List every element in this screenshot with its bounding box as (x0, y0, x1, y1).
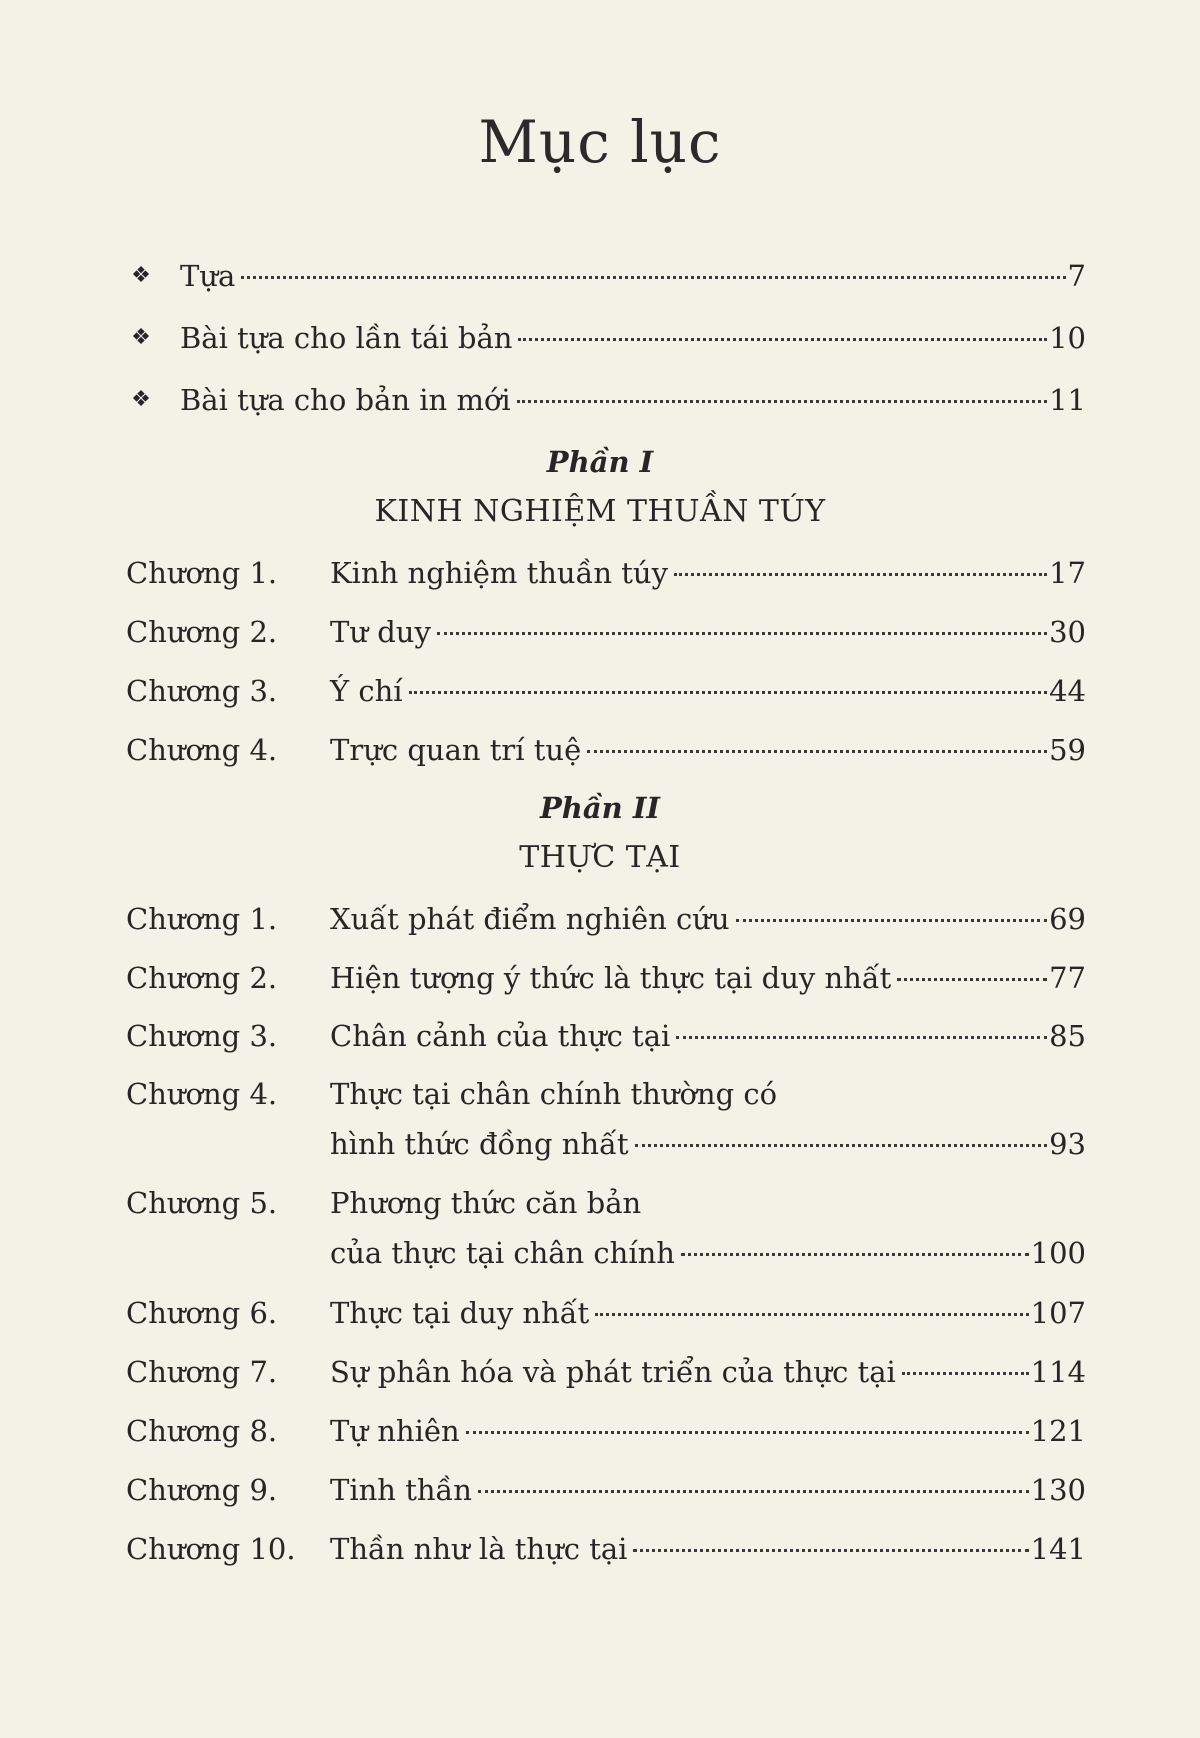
toc-chapter-row (0, 1181, 1200, 1281)
entry-page: 7 (1067, 259, 1086, 293)
chapter-page: 69 (1049, 902, 1086, 936)
toc-chapter-row (0, 1527, 1200, 1571)
entry-page: 10 (1049, 321, 1086, 355)
chapter-title: Tinh thần (330, 1473, 472, 1507)
toc-entry-preface (0, 254, 1200, 298)
dot-leader (635, 1144, 1048, 1147)
chapter-page: 121 (1030, 1414, 1086, 1448)
chapter-number: Chương 5. (126, 1186, 278, 1220)
toc-entry-reprint-preface (0, 316, 1200, 360)
dot-leader (595, 1313, 1028, 1316)
toc-chapter-row (0, 1072, 1200, 1172)
chapter-number: Chương 10. (126, 1532, 296, 1566)
toc-chapter-row (0, 610, 1200, 654)
dot-leader (466, 1431, 1029, 1434)
chapter-page: 141 (1030, 1532, 1086, 1566)
toc-chapter-row (0, 669, 1200, 713)
dot-leader (681, 1253, 1029, 1256)
chapter-title: Tự nhiên (330, 1414, 460, 1448)
dot-leader (409, 691, 1048, 694)
chapter-number: Chương 4. (126, 1077, 278, 1111)
diamond-bullet-icon: ❖ (131, 325, 151, 350)
chapter-number: Chương 3. (126, 1019, 278, 1053)
toc-chapter-row (0, 956, 1200, 1000)
chapter-page: 17 (1049, 556, 1086, 590)
dot-leader (587, 750, 1047, 753)
toc-chapter-row (0, 1409, 1200, 1453)
chapter-number: Chương 9. (126, 1473, 278, 1507)
chapter-number: Chương 3. (126, 674, 278, 708)
chapter-number: Chương 1. (126, 556, 278, 590)
chapter-page: 44 (1049, 674, 1086, 708)
diamond-bullet-icon: ❖ (131, 387, 151, 412)
chapter-title-line2: của thực tại chân chính (330, 1236, 675, 1270)
chapter-title: Thực tại chân chính thường có (330, 1077, 778, 1111)
dot-leader (437, 632, 1047, 635)
chapter-page: 93 (1049, 1127, 1086, 1161)
entry-title: Bài tựa cho lần tái bản (180, 321, 513, 355)
chapter-title: Sự phân hóa và phát triển của thực tại (330, 1355, 896, 1389)
dot-leader (478, 1490, 1029, 1493)
entry-title: Tựa (180, 259, 236, 293)
entry-title: Bài tựa cho bản in mới (180, 383, 511, 417)
toc-chapter-row (0, 897, 1200, 941)
chapter-number: Chương 7. (126, 1355, 278, 1389)
chapter-number: Chương 8. (126, 1414, 278, 1448)
chapter-number: Chương 2. (126, 961, 278, 995)
chapter-page: 30 (1049, 615, 1086, 649)
toc-chapter-row (0, 1468, 1200, 1512)
chapter-title: Kinh nghiệm thuần túy (330, 556, 668, 590)
chapter-title: Thần như là thực tại (330, 1532, 628, 1566)
chapter-number: Chương 1. (126, 902, 278, 936)
dot-leader (241, 276, 1065, 279)
toc-chapter-row (0, 728, 1200, 772)
part-2-title: THỰC TẠI (519, 840, 681, 875)
dot-leader (902, 1372, 1029, 1375)
diamond-bullet-icon: ❖ (131, 263, 151, 288)
chapter-title: Tư duy (330, 615, 431, 649)
chapter-title: Phương thức căn bản (330, 1186, 642, 1220)
chapter-title: Chân cảnh của thực tại (330, 1019, 671, 1053)
toc-chapter-row (0, 1350, 1200, 1394)
chapter-number: Chương 6. (126, 1296, 278, 1330)
chapter-page: 77 (1049, 961, 1086, 995)
chapter-page: 100 (1030, 1236, 1086, 1270)
part-1-title: KINH NGHIỆM THUẦN TÚY (374, 494, 826, 529)
part-1-label: Phần I (546, 445, 654, 479)
dot-leader (897, 978, 1047, 981)
toc-chapter-row (0, 1014, 1200, 1058)
part-2-label: Phần II (540, 791, 660, 825)
chapter-title: Hiện tượng ý thức là thực tại duy nhất (330, 961, 892, 995)
chapter-title-line2: hình thức đồng nhất (330, 1127, 629, 1161)
toc-chapter-row (0, 551, 1200, 595)
toc-chapter-row (0, 1291, 1200, 1335)
page-title: Mục lục (478, 108, 722, 176)
chapter-page: 59 (1049, 733, 1086, 767)
dot-leader (674, 573, 1047, 576)
chapter-page: 130 (1030, 1473, 1086, 1507)
dot-leader (676, 1036, 1047, 1039)
chapter-number: Chương 2. (126, 615, 278, 649)
dot-leader (518, 338, 1047, 341)
dot-leader (633, 1549, 1028, 1552)
chapter-page: 114 (1030, 1355, 1086, 1389)
chapter-page: 85 (1049, 1019, 1086, 1053)
toc-entry-new-edition-preface (0, 378, 1200, 422)
chapter-title: Ý chí (330, 674, 403, 708)
dot-leader (517, 400, 1047, 403)
dot-leader (736, 919, 1047, 922)
chapter-title: Thực tại duy nhất (330, 1296, 590, 1330)
chapter-title: Trực quan trí tuệ (330, 733, 582, 767)
entry-page: 11 (1049, 383, 1086, 417)
chapter-title: Xuất phát điểm nghiên cứu (330, 902, 730, 936)
chapter-number: Chương 4. (126, 733, 278, 767)
chapter-page: 107 (1030, 1296, 1086, 1330)
